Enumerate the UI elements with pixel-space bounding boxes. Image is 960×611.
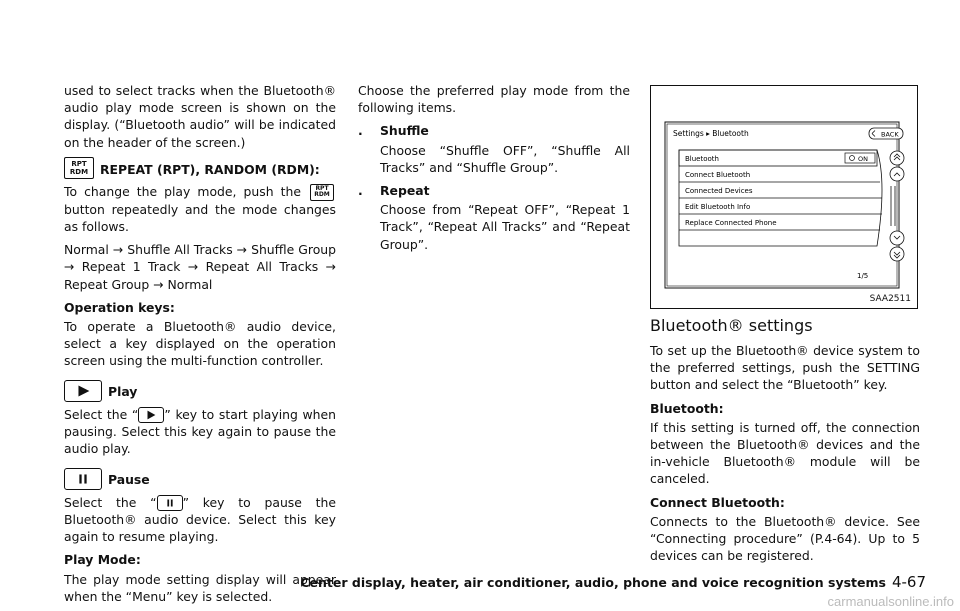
play-key-inline-icon [138,407,164,423]
change-mode-paragraph: To change the play mode, push the RPT RDM button repeatedly and the mode changes as follows. [64,183,336,235]
page-footer [0,573,926,591]
pause-key-inline-icon [157,495,183,511]
left-column [64,82,336,611]
pause-heading-label: Pause [108,472,150,488]
repeat-description: Choose from “Repeat OFF”, “Repeat 1 Track”, “Repeat All Tracks” and “Repeat Group”. [380,202,630,252]
bullet-icon: . [358,123,363,139]
rpt-rdm-key-inline-icon: RPT RDM [310,184,334,201]
watermark: carmanualsonline.info [827,594,954,609]
settings-intro: To set up the Bluetooth® device system to the preferred settings, push the SETTING button and select the “Bluetooth” key. [650,343,920,393]
list-item-shuffle: . Shuffle [358,123,429,139]
section-title: Center display, heater, air conditioner, audio, phone and voice recognition systems [300,575,886,590]
operation-keys-text: To operate a Bluetooth® audio device, select a key displayed on the operation screen using the multi-function controller. [64,319,336,369]
rpt-rdm-key-icon: RPT RDM [64,157,94,179]
figure-menu-item-connect[interactable]: Connect Bluetooth [685,171,751,179]
figure-menu-item-edit-info[interactable]: Edit Bluetooth Info [685,203,751,211]
connect-text: Connects to the Bluetooth® device. See “Connecting procedure” (P.4-64). Up to 5 devices can be registered. [650,513,920,564]
page-number: 4-67 [891,573,926,591]
pause-key-icon [64,468,102,490]
figure-code: SAA2511 [869,294,911,304]
play-mode-text: The play mode setting display will appear when the “Menu” key is selected. [64,571,336,604]
toggle-label: ON [858,155,868,163]
scroll-up-icon[interactable] [890,167,904,181]
figure-back-button[interactable] [869,128,903,139]
play-heading [64,380,336,402]
rpt-rdm-heading-label: REPEAT (RPT), RANDOM (RDM): [100,161,320,177]
operation-keys-heading: Operation keys: [64,299,175,315]
connect-heading: Connect Bluetooth: [650,494,785,510]
play-paragraph: Select the “ ” key to start playing when pausing. Select this key again to pause the audio play. [64,406,336,457]
section-heading: Bluetooth® settings [650,316,813,335]
bullet-icon: . [358,183,363,199]
list-item-repeat: . Repeat [358,183,430,199]
scroll-bottom-icon[interactable] [890,247,904,261]
figure-header: Settings ▸ Bluetooth [673,129,749,138]
bluetooth-heading: Bluetooth: [650,400,724,416]
scroll-top-icon[interactable] [890,151,904,165]
play-mode-heading: Play Mode: [64,552,141,568]
page-indicator: 1/5 [857,272,869,280]
shuffle-description: Choose “Shuffle OFF”, “Shuffle All Tracks” and “Shuffle Group”. [380,142,630,175]
play-key-icon [64,380,102,402]
scroll-down-icon[interactable] [890,231,904,245]
svg-text:Bluetooth: Bluetooth [685,155,719,163]
choose-mode-paragraph: Choose the preferred play mode from the following items. [358,83,630,116]
mode-sequence: Normal → Shuffle All Tracks → Shuffle Group → Repeat 1 Track → Repeat All Tracks → Repeat Group → Normal [64,242,336,292]
bluetooth-settings-figure [650,85,918,309]
play-heading-label: Play [108,384,138,400]
middle-column [358,82,630,259]
pause-paragraph: Select the “ ” key to pause the Bluetooth® audio device. Select this key again to resume playing. [64,494,336,545]
rpt-rdm-heading [64,157,336,179]
figure-menu-item-replace-phone[interactable]: Replace Connected Phone [685,219,777,227]
figure-menu-item-bluetooth[interactable] [679,150,877,166]
figure-menu-item-connected-devices[interactable]: Connected Devices [685,187,753,195]
pause-heading [64,468,336,490]
intro-paragraph: used to select tracks when the Bluetooth® audio play mode screen is shown on the display. (“Bluetooth audio” will be indicated on the header of the screen.) [64,83,336,150]
back-label: BACK [881,130,899,139]
right-column [650,316,920,570]
bluetooth-text: If this setting is turned off, the connection between the Bluetooth® devices and the in-vehicle Bluetooth® module will be canceled. [650,419,920,487]
